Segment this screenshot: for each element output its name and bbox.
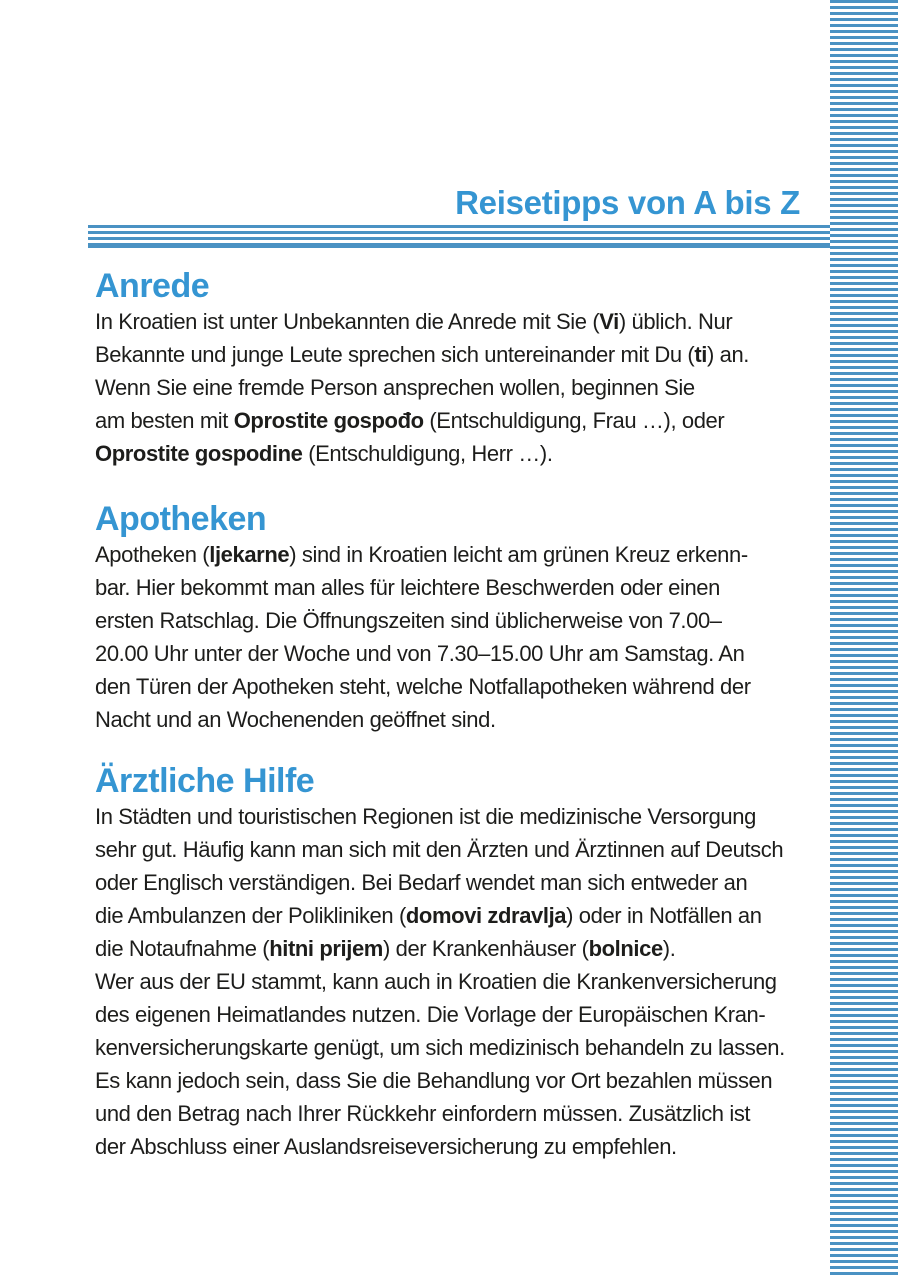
- section-heading-ärztliche-hilfe: Ärztliche Hilfe: [95, 762, 315, 800]
- section-paragraph: [95, 800, 807, 1163]
- text-line: In Kroatien ist unter Unbekannten die Anrede mit Sie (Vi) üblich. Nur: [95, 309, 733, 334]
- section-paragraph: [95, 538, 807, 736]
- text-line: Apotheken (ljekarne) sind in Kroatien leicht am grünen Kreuz erkenn-: [95, 542, 748, 567]
- text-line: ersten Ratschlag. Die Öffnungszeiten sind üblicherweise von 7.00–: [95, 608, 722, 633]
- section-anrede: [95, 267, 807, 470]
- text-line: die Notaufnahme (hitni prijem) der Krankenhäuser (bolnice).: [95, 936, 676, 961]
- text-line: des eigenen Heimatlandes nutzen. Die Vorlage der Europäischen Kran-: [95, 1002, 766, 1027]
- section-heading-anrede: Anrede: [95, 267, 210, 305]
- text-line: kenversicherungskarte genügt, um sich medizinisch behandeln zu lassen.: [95, 1035, 785, 1060]
- text-line: den Türen der Apotheken steht, welche Notfallapotheken während der: [95, 674, 751, 699]
- text-line: oder Englisch verständigen. Bei Bedarf wendet man sich entweder an: [95, 870, 748, 895]
- section-heading-apotheken: Apotheken: [95, 500, 267, 538]
- text-line: Wenn Sie eine fremde Person ansprechen wollen, beginnen Sie: [95, 375, 695, 400]
- text-line: die Ambulanzen der Polikliniken (domovi zdravlja) oder in Notfällen an: [95, 903, 762, 928]
- text-line: In Städten und touristischen Regionen ist die medizinische Versorgung: [95, 804, 756, 829]
- text-line: Oprostite gospodine (Entschuldigung, Herr …).: [95, 441, 553, 466]
- section-ärztliche-hilfe: [95, 762, 807, 1163]
- text-line: und den Betrag nach Ihrer Rückkehr einfordern müssen. Zusätzlich ist: [95, 1101, 751, 1126]
- section-apotheken: [95, 500, 807, 736]
- text-line: Bekannte und junge Leute sprechen sich untereinander mit Du (ti) an.: [95, 342, 750, 367]
- text-line: Wer aus der EU stammt, kann auch in Kroatien die Krankenversicherung: [95, 969, 777, 994]
- text-line: am besten mit Oprostite gospođo (Entschuldigung, Frau …), oder: [95, 408, 725, 433]
- text-line: Es kann jedoch sein, dass Sie die Behandlung vor Ort bezahlen müssen: [95, 1068, 773, 1093]
- text-line: Nacht und an Wochenenden geöffnet sind.: [95, 707, 496, 732]
- section-paragraph: [95, 305, 807, 470]
- running-head: Reisetipps von A bis Z: [455, 184, 800, 221]
- text-line: bar. Hier bekommt man alles für leichtere Beschwerden oder einen: [95, 575, 720, 600]
- text-line: der Abschluss einer Auslandsreiseversicherung zu empfehlen.: [95, 1134, 677, 1159]
- text-line: sehr gut. Häufig kann man sich mit den Ärzten und Ärztinnen auf Deutsch: [95, 837, 784, 862]
- text-line: 20.00 Uhr unter der Woche und von 7.30–15.00 Uhr am Samstag. An: [95, 641, 745, 666]
